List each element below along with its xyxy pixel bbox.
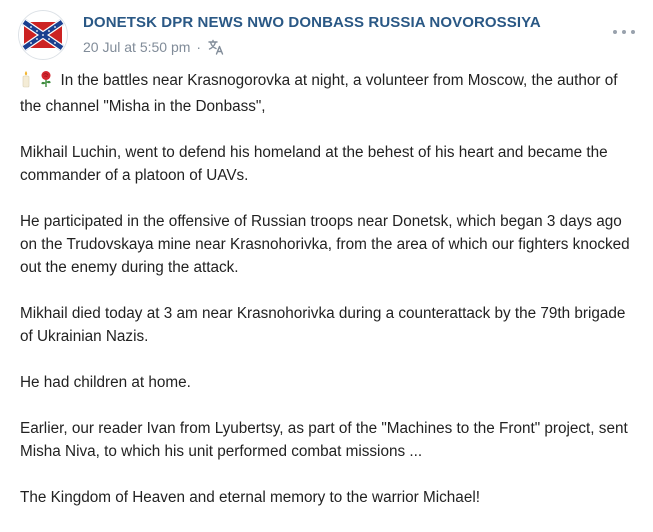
paragraph-text: In the battles near Krasnogorovka at night, a volunteer from Moscow, the author of the channel "Misha in the Donbass", (20, 72, 618, 115)
more-dot (613, 30, 617, 34)
more-dot (631, 30, 635, 34)
post-paragraph: Mikhail died today at 3 am near Krasnohorivka during a counterattack by the 79th brigade of Ukrainian Nazis. (20, 305, 626, 345)
channel-name-link[interactable]: DONETSK DPR NEWS NWO DONBASS RUSSIA NOVOROSSIYA (83, 14, 541, 31)
post-paragraph: Earlier, our reader Ivan from Lyubertsy, as part of the "Machines to the Front" project, sent Misha Niva, to which his unit performed combat missions ... (20, 420, 628, 460)
post-text (20, 69, 640, 532)
translate-icon[interactable] (207, 38, 225, 56)
post-paragraph: He had children at home. (20, 374, 191, 391)
candle-icon (20, 70, 32, 95)
rose-icon (38, 70, 54, 95)
avatar[interactable] (18, 10, 68, 60)
post-paragraph: Mikhail Luchin, went to defend his homeland at the behest of his heart and became the commander of a platoon of UAVs. (20, 144, 608, 184)
post-meta (83, 38, 225, 56)
post-paragraph (20, 69, 640, 118)
more-dot (622, 30, 626, 34)
meta-separator: · (196, 39, 202, 55)
post-paragraph: He participated in the offensive of Russian troops near Donetsk, which began 3 days ago on the Trudovskaya mine near Krasnohorivka, from the area of which our fighters knocked out the enemy during the attack. (20, 213, 630, 276)
flag-avatar-icon (18, 10, 68, 60)
more-options-button[interactable] (613, 26, 635, 38)
post-paragraph: The Kingdom of Heaven and eternal memory to the warrior Michael! (20, 489, 480, 506)
post-header (18, 10, 635, 62)
post-timestamp[interactable]: 20 Jul at 5:50 pm (83, 39, 191, 55)
